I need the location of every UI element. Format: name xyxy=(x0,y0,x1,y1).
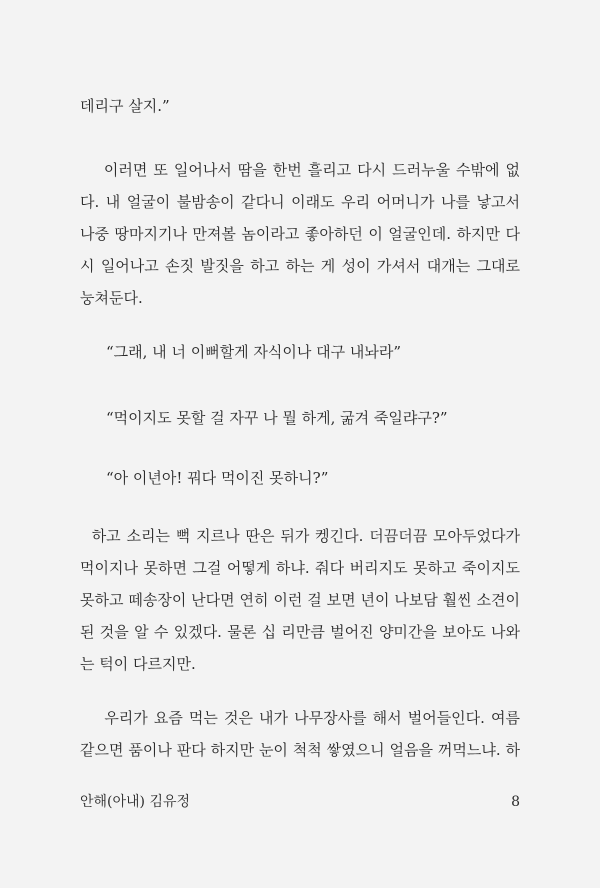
paragraph-3 xyxy=(80,702,520,766)
text-line: 이러면 또 일어나서 땀을 한번 흘리고 다시 드러누울 수밖에 없 xyxy=(80,161,520,179)
page-number: 8 xyxy=(511,794,520,810)
dialogue-line-2: “먹이지도 못할 걸 자꾸 나 뭘 하게, 굶겨 죽일랴구?” xyxy=(106,409,448,427)
text-line: 다. 내 얼굴이 불밤송이 같다니 이래도 우리 어머니가 나를 낳고서 xyxy=(80,193,520,211)
text-line: 시 일어나고 손짓 발짓을 하고 하는 게 성이 가셔서 대개는 그대로 xyxy=(80,257,520,275)
text-line: 된 것을 알 수 있겠다. 물론 십 리만큼 벌어진 양미간을 보아도 나와 xyxy=(80,623,520,641)
text-line: 못하고 떼송장이 난다면 연히 이런 걸 보면 년이 나보담 훨씬 소견이 xyxy=(80,591,520,609)
text-line: 우리가 요즘 먹는 것은 내가 나무장사를 해서 벌어들인다. 여름 xyxy=(80,709,520,727)
text-line: 하고 소리는 뻑 지르나 딴은 뒤가 켕긴다. 더끔더끔 모아두었다가 xyxy=(80,527,520,545)
dialogue-line-3: “아 이년아! 꿔다 먹이진 못하니?” xyxy=(106,469,329,487)
text-line: 나중 땅마지기나 만져볼 놈이라고 좋아하던 이 얼굴인데. 하지만 다 xyxy=(80,225,520,243)
paragraph-0 xyxy=(80,90,520,122)
paragraph-2 xyxy=(80,520,520,680)
text-line: 같으면 품이나 판다 하지만 눈이 척척 쌓였으니 얼음을 꺼먹느냐. 하 xyxy=(80,741,520,759)
text-line: 눙쳐둔다. xyxy=(80,289,143,307)
text-line: 데리구 살지.” xyxy=(80,97,170,115)
text-line: 는 턱이 다르지만. xyxy=(80,655,196,673)
footer-title: 안해(아내) 김유정 xyxy=(80,794,191,810)
paragraph-1 xyxy=(80,154,520,314)
text-line: 먹이지나 못하면 그걸 어떻게 하냐. 줘다 버리지도 못하고 죽이지도 xyxy=(80,559,520,577)
dialogue-line-1: “그래, 내 너 이뻐할게 자식이나 대구 내놔라” xyxy=(106,343,402,361)
